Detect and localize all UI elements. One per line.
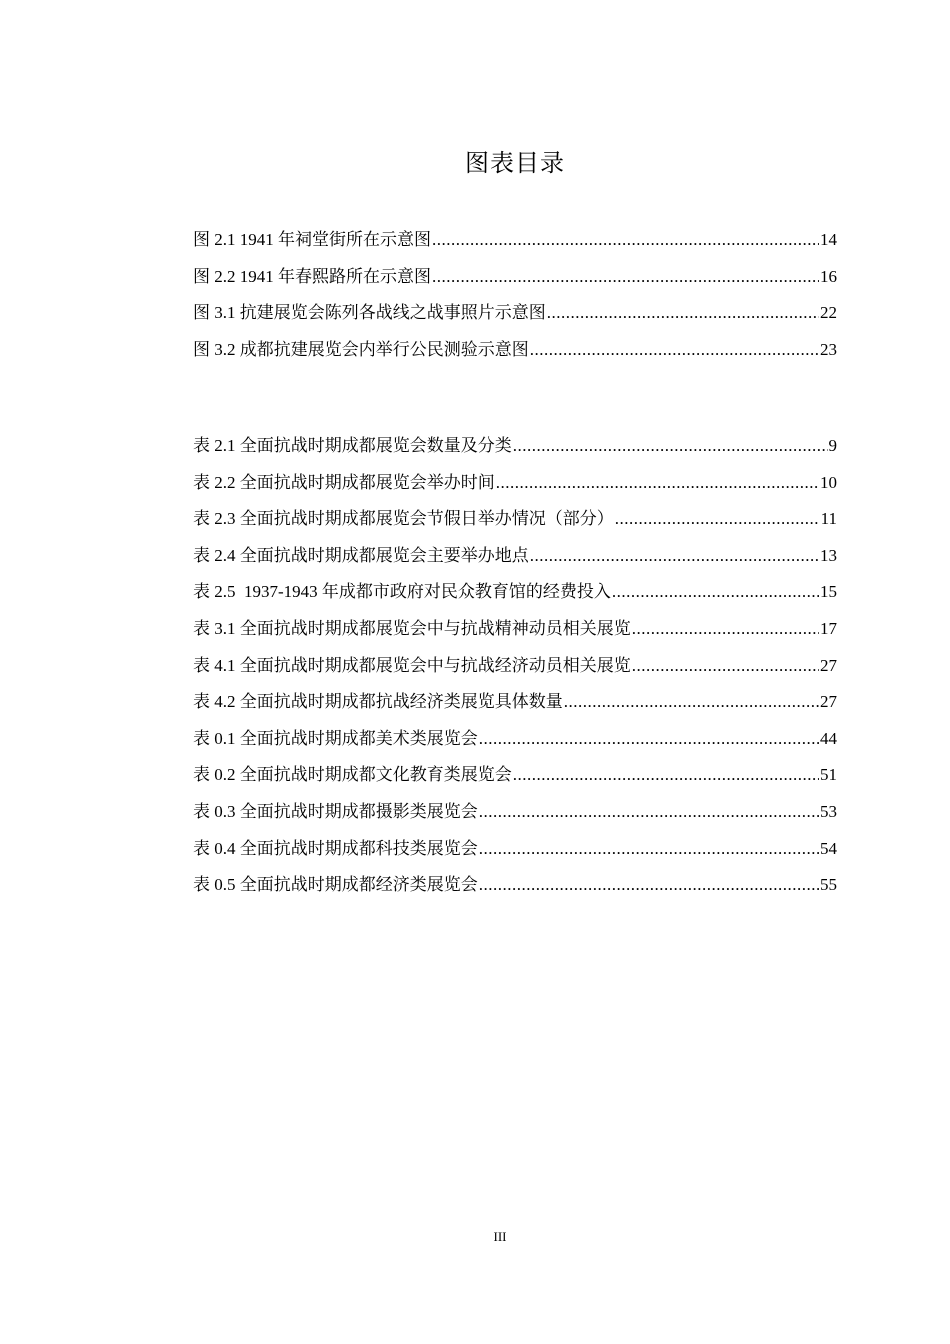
toc-entry-label: 表 2.2 全面抗战时期成都展览会举办时间 [193, 472, 495, 492]
toc-entry-label: 图 2.2 1941 年春熙路所在示意图 [193, 266, 431, 286]
toc-entry-page: 54 [820, 838, 837, 858]
toc-entry-page: 23 [820, 339, 837, 359]
toc-entry-page: 44 [820, 728, 837, 748]
toc-entry-label: 表 4.2 全面抗战时期成都抗战经济类展览具体数量 [193, 692, 563, 712]
toc-entry-label: 表 0.4 全面抗战时期成都科技类展览会 [193, 838, 478, 858]
toc-entry-figure-3-1[interactable] [193, 299, 837, 336]
toc-dot-leader [479, 725, 819, 753]
toc-dot-leader [496, 469, 819, 497]
toc-entry-table-0-1[interactable] [193, 725, 837, 762]
toc-entry-figure-2-2[interactable] [193, 263, 837, 300]
toc-entry-page: 51 [820, 765, 837, 785]
toc-dot-leader [564, 688, 819, 716]
toc-entry-table-2-4[interactable] [193, 542, 837, 579]
toc-entry-page: 9 [828, 436, 837, 455]
toc-dot-leader [432, 263, 819, 291]
toc-entry-table-4-2[interactable] [193, 688, 837, 725]
toc-entry-page: 10 [820, 472, 837, 492]
toc-dot-leader [479, 835, 819, 863]
table-list [193, 432, 837, 908]
toc-entry-page: 15 [820, 582, 837, 602]
toc-entry-label: 表 2.4 全面抗战时期成都展览会主要举办地点 [193, 545, 529, 565]
toc-entry-label: 图 3.2 成都抗建展览会内举行公民测验示意图 [193, 339, 529, 359]
toc-entry-page: 53 [820, 801, 837, 821]
toc-entry-table-0-2[interactable] [193, 761, 837, 798]
toc-entry-table-2-1[interactable] [193, 432, 837, 469]
toc-entry-label: 表 2.3 全面抗战时期成都展览会节假日举办情况（部分） [193, 509, 614, 529]
toc-entry-label: 表 0.3 全面抗战时期成都摄影类展览会 [193, 801, 478, 821]
toc-entry-page: 22 [820, 303, 837, 323]
toc-entry-table-0-5[interactable] [193, 871, 837, 908]
toc-entry-label: 图 2.1 1941 年祠堂街所在示意图 [193, 230, 431, 249]
toc-dot-leader [615, 505, 820, 533]
toc-entry-table-2-2[interactable] [193, 469, 837, 506]
toc-entry-figure-2-1[interactable] [193, 226, 837, 263]
toc-dot-leader [530, 336, 819, 364]
toc-entry-figure-3-2[interactable] [193, 336, 837, 373]
toc-entry-label: 表 4.1 全面抗战时期成都展览会中与抗战经济动员相关展览 [193, 655, 631, 675]
toc-entry-page: 11 [820, 509, 837, 529]
toc-entry-label: 图 3.1 抗建展览会陈列各战线之战事照片示意图 [193, 303, 546, 323]
toc-entry-table-2-3[interactable] [193, 505, 837, 542]
toc-entry-label: 表 0.2 全面抗战时期成都文化教育类展览会 [193, 765, 512, 785]
toc-dot-leader [479, 871, 819, 899]
page-number: III [493, 1229, 507, 1244]
toc-dot-leader [632, 652, 819, 680]
toc-entry-label: 表 2.1 全面抗战时期成都展览会数量及分类 [193, 436, 512, 455]
page-title: 图表目录 [465, 149, 565, 177]
toc-entry-page: 17 [820, 618, 837, 638]
toc-dot-leader [547, 299, 819, 327]
toc-entry-label: 表 3.1 全面抗战时期成都展览会中与抗战精神动员相关展览 [193, 618, 631, 638]
toc-entry-table-0-4[interactable] [193, 835, 837, 872]
toc-entry-page: 27 [820, 692, 837, 712]
toc-entry-page: 55 [820, 875, 837, 895]
toc-dot-leader [632, 615, 819, 643]
toc-dot-leader [432, 226, 819, 254]
toc-entry-table-2-5[interactable] [193, 578, 837, 615]
toc-entry-label: 表 0.1 全面抗战时期成都美术类展览会 [193, 728, 478, 748]
toc-entry-table-4-1[interactable] [193, 652, 837, 689]
toc-entry-table-3-1[interactable] [193, 615, 837, 652]
toc-dot-leader [530, 542, 819, 570]
toc-entry-label: 表 2.5 1937-1943 年成都市政府对民众教育馆的经费投入 [193, 582, 611, 602]
toc-entry-page: 14 [820, 230, 837, 249]
toc-dot-leader [513, 432, 828, 460]
toc-dot-leader [513, 761, 819, 789]
toc-entry-label: 表 0.5 全面抗战时期成都经济类展览会 [193, 875, 478, 895]
toc-dot-leader [612, 578, 819, 606]
toc-entry-table-0-3[interactable] [193, 798, 837, 835]
toc-entry-page: 16 [820, 266, 837, 286]
toc-entry-page: 27 [820, 655, 837, 675]
toc-entry-page: 13 [820, 545, 837, 565]
toc-dot-leader [479, 798, 819, 826]
figure-list [193, 226, 837, 372]
